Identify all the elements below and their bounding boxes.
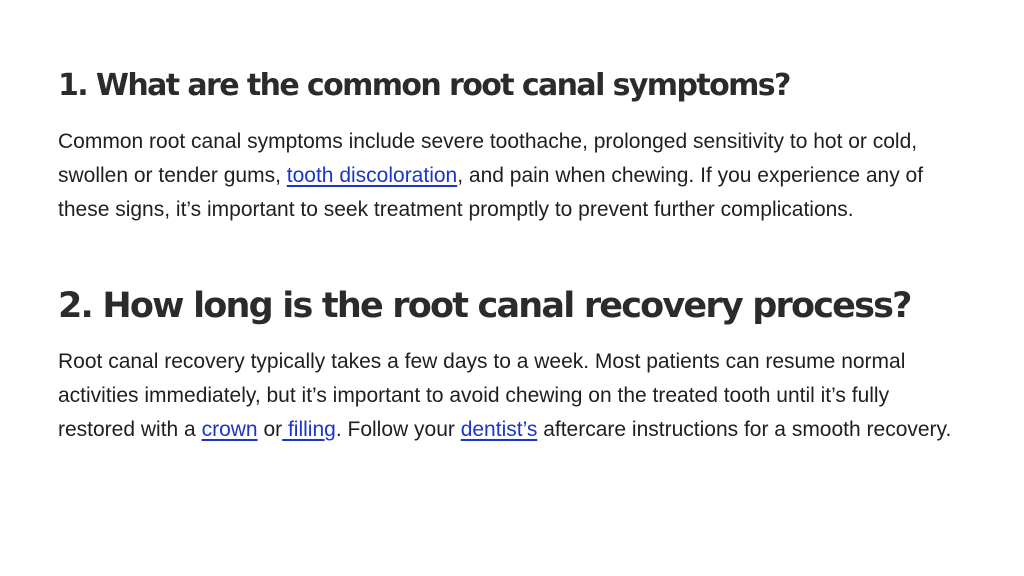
- dentist-link[interactable]: dentist’s: [460, 418, 538, 441]
- question-1-heading: 1. What are the common root canal symptoms?: [58, 68, 790, 103]
- crown-link[interactable]: crown: [201, 418, 258, 441]
- answer-1-text-start: Common root canal symptoms include severe toothache, prolonged sensitivity to hot or cold, swollen or tender gums,: [58, 130, 918, 187]
- answer-1-text-end: , and pain when chewing. If you experience any of these signs, it’s important to seek treatment promptly to prevent further complications.: [58, 164, 924, 221]
- answer-1-paragraph: [58, 125, 963, 227]
- tooth-discoloration-link[interactable]: tooth discoloration: [286, 164, 458, 187]
- answer-2-text-start: Root canal recovery typically takes a few days to a week. Most patients can resume normal activities immediately, but it’s important to avoid chewing on the treated tooth until it’s fully restored with a: [58, 350, 906, 441]
- filling-link[interactable]: filling: [282, 418, 336, 441]
- answer-2-text-end: aftercare instructions for a smooth recovery.: [537, 418, 952, 441]
- answer-2-text-or: or: [257, 418, 283, 441]
- question-2-heading: 2. How long is the root canal recovery process?: [58, 286, 911, 326]
- answer-2-text-follow: . Follow your: [335, 418, 461, 441]
- answer-2-paragraph: [58, 345, 963, 447]
